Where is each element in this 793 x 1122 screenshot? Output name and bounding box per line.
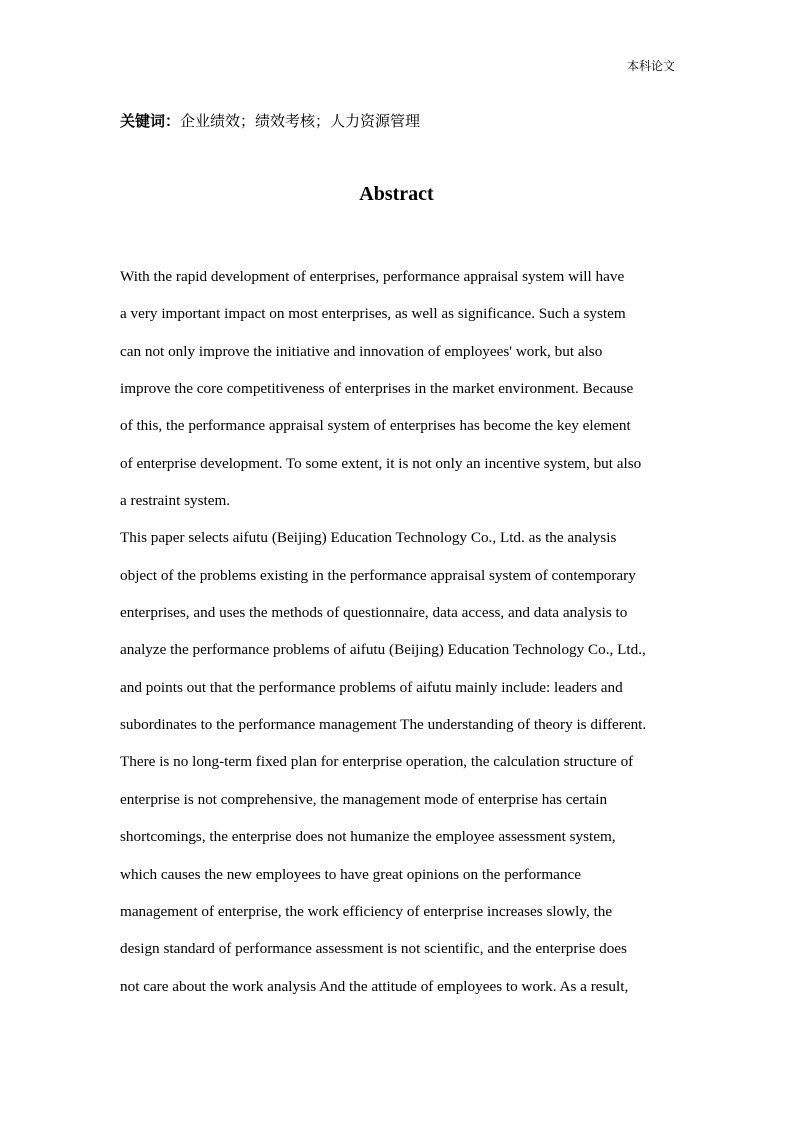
abstract-line: enterprise is not comprehensive, the management mode of enterprise has certain [120, 790, 608, 808]
abstract-line: of enterprise development. To some extent, it is not only an incentive system, but also [120, 454, 642, 472]
keywords-text: 企业绩效；绩效考核；人力资源管理 [180, 112, 421, 130]
abstract-line: a restraint system. [120, 492, 231, 510]
abstract-line: design standard of performance assessment is not scientific, and the enterprise does [120, 940, 627, 958]
abstract-line: With the rapid development of enterprises, performance appraisal system will have [120, 268, 625, 285]
abstract-line: not care about the work analysis And the attitude of employees to work. As a result, [120, 977, 629, 995]
abstract-line: This paper selects aifutu (Beijing) Education Technology Co., Ltd. as the analysis [120, 529, 617, 547]
abstract-line: and points out that the performance problems of aifutu mainly include: leaders and [120, 678, 623, 696]
running-header: 本科论文 [626, 59, 675, 73]
abstract-line: shortcomings, the enterprise does not humanize the employee assessment system, [120, 828, 616, 846]
abstract-line: a very important impact on most enterprises, as well as significance. Such a system [120, 305, 626, 323]
abstract-line: subordinates to the performance management The understanding of theory is different. [120, 716, 647, 734]
abstract-body [120, 258, 690, 1005]
abstract-line: improve the core competitiveness of enterprises in the market environment. Because [120, 380, 634, 398]
keywords-line [120, 111, 420, 131]
abstract-line: management of enterprise, the work efficiency of enterprise increases slowly, the [120, 902, 613, 920]
abstract-line: of this, the performance appraisal system of enterprises has become the key element [120, 417, 631, 435]
abstract-line: There is no long-term fixed plan for enterprise operation, the calculation structure of [120, 753, 634, 771]
abstract-line: object of the problems existing in the performance appraisal system of contemporary [120, 566, 636, 584]
abstract-title: Abstract [359, 183, 434, 205]
abstract-line: analyze the performance problems of aifutu (Beijing) Education Technology Co., Ltd., [120, 641, 646, 659]
abstract-line: can not only improve the initiative and innovation of employees' work, but also [120, 342, 603, 360]
abstract-line: which causes the new employees to have great opinions on the performance [120, 865, 581, 883]
keywords-label: 关键词： [120, 112, 181, 130]
abstract-line: enterprises, and uses the methods of questionnaire, data access, and data analysis to [120, 604, 628, 622]
